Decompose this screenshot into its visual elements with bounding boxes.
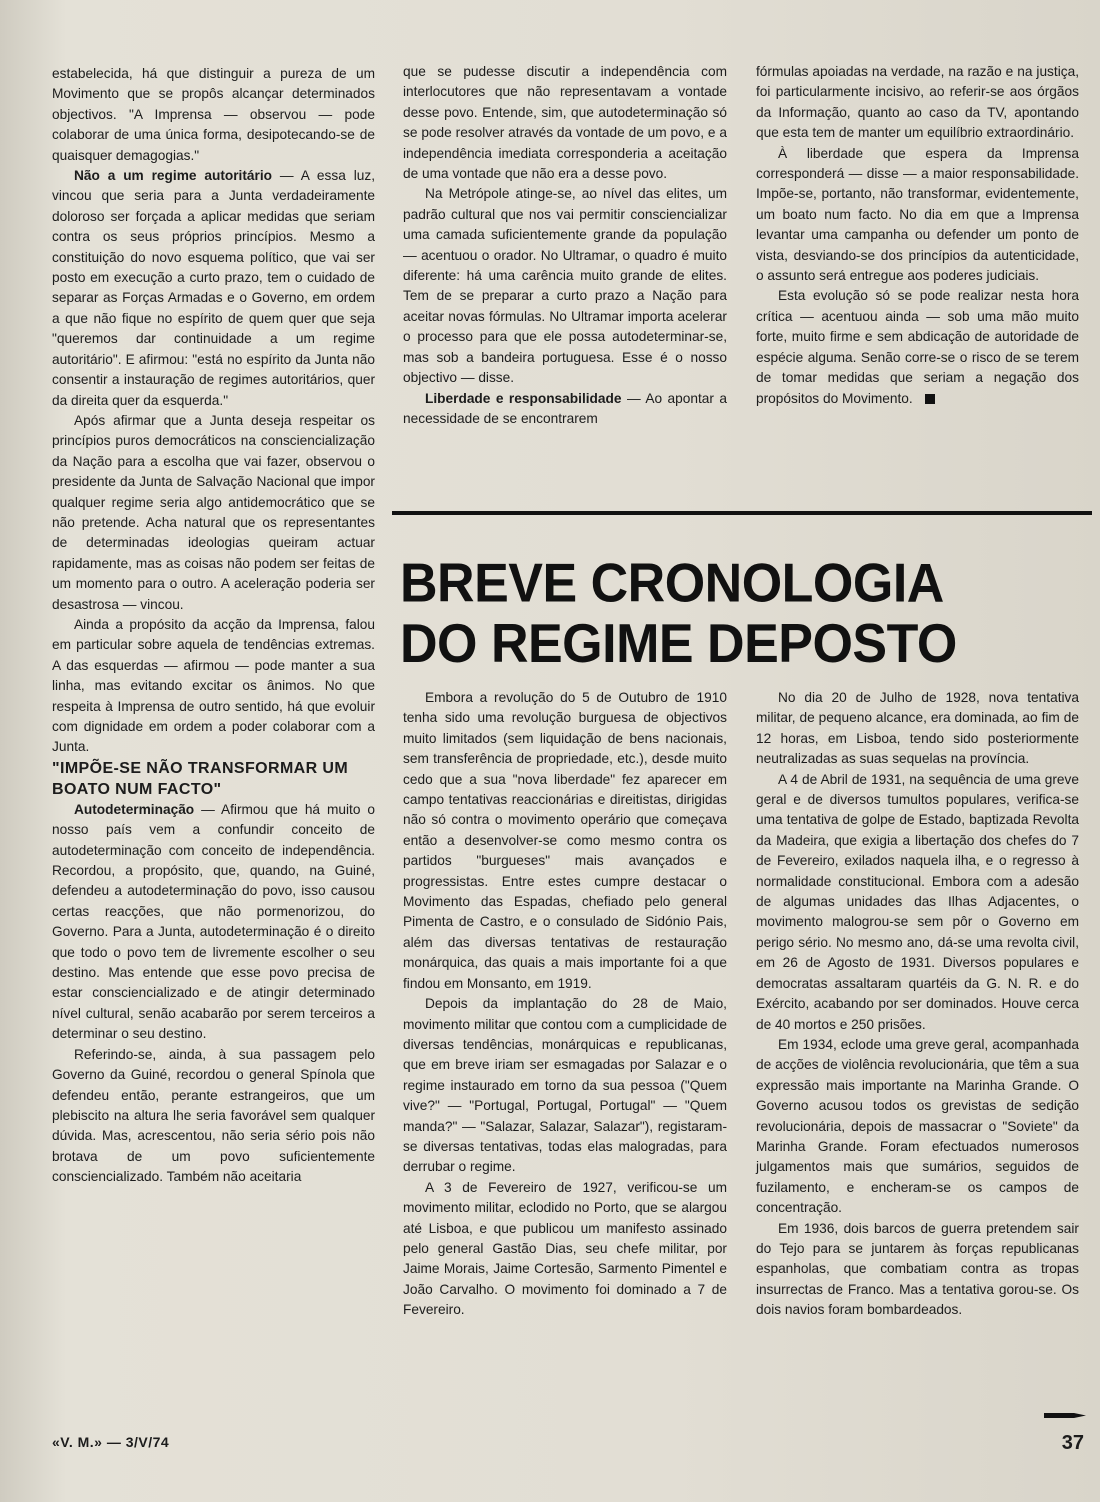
paragraph: Em 1934, eclode uma greve geral, acompanhada de acções de violência revolucionária, que têm a sua expressão mais importante na Marinha Grande. O Governo acusou todos os grevistas de sedição revolucionária, depois de massacrar o "Soviete" da Marinha Grande. Foram efectuados numerosos julgamentos mais que sumários, seguidos de fuzilamento, e encheram-se os campos de concentração. xyxy=(756,1036,1079,1216)
column-1 xyxy=(52,64,375,1188)
paragraph: Após afirmar que a Junta deseja respeitar os princípios puros democráticos na consciencialização da Nação para a escolha que vai fazer, observou o presidente da Junta de Salvação Nacional que impor qualquer regime seria algo antidemocrático que se não pretende. Acha natural que os representantes de determinadas ideologias queiram actuar rapidamente, mas as coisas não podem ser feitas de um momento para o outro. A aceleração poderia ser desastrosa — vincou. xyxy=(52,412,375,612)
column-5 xyxy=(756,688,1079,1321)
paragraph: Em 1936, dois barcos de guerra pretendem sair do Tejo para se juntarem às forças republicanas espanholas, que combatiam contra as tropas insurrectas de Franco. Mas a tentativa gorou-se. Os dois navios foram bombardeados. xyxy=(756,1220,1079,1318)
lead-in: Liberdade e responsabilidade xyxy=(425,390,622,406)
paragraph: A 3 de Fevereiro de 1927, verificou-se um movimento militar, eclodido no Porto, que se alargou até Lisboa, e que publicou um manifesto assinado pelo general Gastão Dias, seu chefe militar, por Jaime Morais, Jaime Cortesão, Sarmento Pimentel e João Carvalho. O movimento foi dominado a 7 de Fevereiro. xyxy=(403,1179,727,1318)
paragraph: Referindo-se, ainda, à sua passagem pelo Governo da Guiné, recordou o general Spínola que defendeu então, perante estrangeiros, que um plebiscito na altura lhe seria favorável sem qualquer dúvida. Mas, acrescentou, não seria sério pois não brotava de um povo suficientemente consciencializado. Também não aceitaria xyxy=(52,1046,375,1185)
column-3 xyxy=(756,62,1079,409)
paragraph-text: — Afirmou que há muito o nosso país vem a confundir conceito de autodeterminação com conceito de independência. Recordou, a propósito, que, quando, na Guiné, defendeu a autodeterminação do povo, isso causou certas reacções, que não pormenorizou, do Governo. Para a Junta, autodeterminação é o direito que todo o povo tem de livremente escolher o seu destino. Mas entende que esse povo precisa de estar consciencializado e de atingir determinado nível cultural, senão acabarão por serem terceiros a determinar o seu destino. xyxy=(52,801,375,1042)
page-number: 37 xyxy=(1061,1432,1084,1454)
paragraph: No dia 20 de Julho de 1928, nova tentativa militar, de pequeno alcance, era dominada, ao fim de 12 horas, em Lisboa, tendo sido posteriormente neutralizadas as suas sequelas na província. xyxy=(756,690,1079,767)
paragraph xyxy=(52,166,375,411)
publication-footer: «V. M.» — 3/V/74 xyxy=(52,1434,170,1450)
paragraph: A 4 de Abril de 1931, na sequência de uma greve geral e de diversos tumultos populares, verifica-se uma tentativa de golpe de Estado, baptizada Revolta da Madeira, que exigia a libertação dos chefes do 7 de Fevereiro, exilados naquela ilha, e o regresso à normalidade constitucional. Embora com a adesão de algumas unidades das Ilhas Adjacentes, o movimento malogrou-se sem pôr o Governo em perigo sério. No mesmo ano, dá-se uma revolta civil, em 26 de Agosto de 1931. Diversos populares e democratas assaltaram quartéis da G. N. R. e do Exército, acabando por ser dominados. Houve cerca de 40 mortos e 250 prisões. xyxy=(756,771,1079,1032)
paragraph-text: Esta evolução só se pode realizar nesta hora crítica — acentuou ainda — sob uma mão muito forte, muito firme e sem abdicação de autoridade de espécie alguma. Senão corre-se o risco de se terem de tomar medidas que seriam a negação dos propósitos do Movimento. xyxy=(756,288,1079,406)
headline-line-1: BREVE CRONOLOGIA xyxy=(400,553,944,614)
lead-in: Não a um regime autoritário xyxy=(74,168,273,184)
lead-in: Autodeterminação xyxy=(74,801,195,817)
column-4 xyxy=(403,688,727,1321)
paragraph: Na Metrópole atinge-se, ao nível das elites, um padrão cultural que nos vai permitir consciencializar uma camada suficientemente grande da população — acentuou o orador. No Ultramar, o quadro é muito diferente: há uma carência muito grande de elites. Tem de se preparar a curto prazo a Nação para aceitar novas fórmulas. No Ultramar importa acelerar o processo para que ele possa autodeterminar-se, mas sob a bandeira portuguesa. Esse é o nosso objectivo — disse. xyxy=(403,186,727,386)
article-headline xyxy=(400,553,1090,675)
subheading: "IMPÕE-SE NÃO TRANSFORMAR UM BOATO NUM FACTO" xyxy=(52,759,349,798)
paragraph: Embora a revolução do 5 de Outubro de 1910 tenha sido uma revolução burguesa de objectivos muito limitados (sem liquidação de bens nacionais, sem transferência de propriedade, etc.), desde muito cedo que a sua "nova liberdade" fez aparecer em campo tentativas reaccionárias e direitistas, dirigidas não só contra o movimento operário que começava então a desenvolver-se como mesmo contra os partidos "burgueses" mais avançados e progressistas. Entre estes cumpre destacar o Movimento das Espadas, chefiado pelo general Pimenta de Castro, e o consulado de Sidónio Pais, além das diversas tentativas de restauração monárquica, das quais a mais importante foi a que findou em Monsanto, em 1919. xyxy=(403,690,727,991)
paragraph: estabelecida, há que distinguir a pureza de um Movimento que se propôs alcançar determinados objectivos. "A Imprensa — observou — pode colaborar de uma única forma, desipotecando-se de quaisquer demagogias." xyxy=(52,66,375,163)
paragraph-text: — Ao apontar a necessidade de se encontrarem xyxy=(403,390,728,426)
column-2 xyxy=(403,62,727,429)
paragraph: Ainda a propósito da acção da Imprensa, falou em particular sobre aquela de tendências extremas. A das esquerdas — afirmou — pode manter a sua linha, mas evitando excitar os ânimos. No que respeita à Imprensa de outro sentido, há que evoluir com dignidade em ordem a poder colaborar com a Junta. xyxy=(52,616,375,755)
paragraph-text: — A essa luz, vincou que seria para a Junta verdadeiramente doloroso ser forçada a aplicar medidas que seriam contra os seus próprios princípios. Mesmo a constituição do novo esquema político, que vai ser posto em execução a curto prazo, tem o cuidado de separar as Forças Armadas e o Governo, em ordem a que não fique no espírito de quem quer que seja "queremos dar continuidade a um regime autoritário". E afirmou: "está no espírito da Junta não consentir a instauração de regimes autoritários, quer da direita quer da esquerda." xyxy=(52,168,376,408)
paragraph: À liberdade que espera da Imprensa corresponderá — disse — a maior responsabilidade. Impõe-se, portanto, não transformar, evidentemente, um boato num facto. No dia em que a Imprensa levantar uma campanha ou defender um ponto de vista, desviando-se dos princípios da autenticidade, o assunto será entregue aos poderes judiciais. xyxy=(756,145,1079,284)
paragraph xyxy=(52,800,375,1045)
paragraph: que se pudesse discutir a independência com interlocutores que não representavam a vontade desse povo. Entende, sim, que autodeterminação só se pode resolver através da vontade de um povo, e a independência imediata corresponderia a aceitação de uma vontade que não era a desse povo. xyxy=(403,64,727,182)
paragraph: Depois da implantação do 28 de Maio, movimento militar que contou com a cumplicidade de diversas tendências, monárquicas e republicanas, que em breve iriam ser esmagadas por Salazar e o regime instaurado em torno da sua pessoa ("Quem vive?" — "Portugal, Portugal, Portugal" — "Quem manda?" — "Salazar, Salazar, Salazar"), registaram-se diversas tentativas, todas elas malogradas, para derrubar o regime. xyxy=(403,996,727,1175)
continue-arrow-icon xyxy=(1044,1412,1086,1419)
paragraph xyxy=(403,389,727,430)
headline-line-2: DO REGIME DEPOSTO xyxy=(400,613,957,675)
end-of-article-mark xyxy=(925,394,935,404)
paragraph: fórmulas apoiadas na verdade, na razão e na justiça, foi particularmente incisivo, ao referir-se aos órgãos da Informação, quanto ao caso da TV, apontando que esta tem de manter um equilíbrio extraordinário. xyxy=(756,64,1079,141)
section-divider xyxy=(392,511,1092,515)
paragraph xyxy=(756,286,1079,408)
